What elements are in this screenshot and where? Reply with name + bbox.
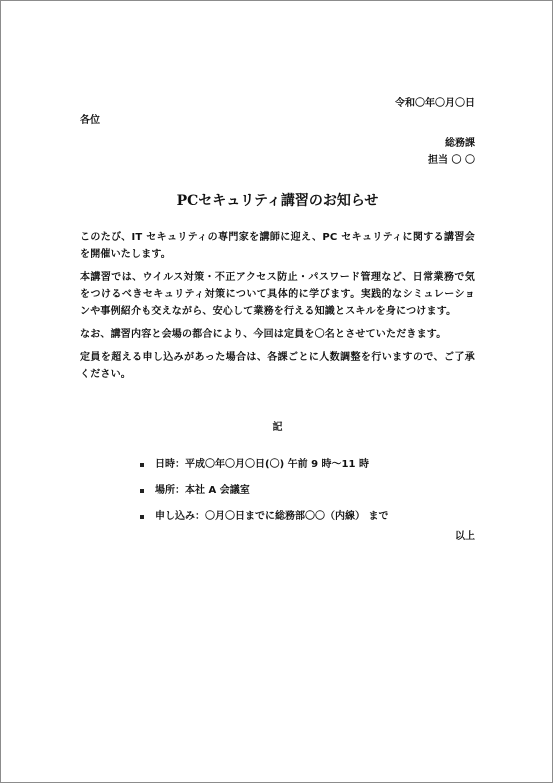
list-item-application: 申し込み：〇月〇日までに総務部〇〇（内線） まで xyxy=(155,511,389,522)
bullet-icon xyxy=(140,515,144,519)
ki-heading: 記 xyxy=(272,422,283,433)
list-item-datetime: 日時：平成〇年〇月〇日(〇) 午前 9 時〜11 時 xyxy=(155,459,369,470)
sender-person: 担当 〇 〇 xyxy=(428,155,475,166)
detail-list xyxy=(80,456,475,525)
paragraph-adjustment: 定員を超える申し込みがあった場合は、各課ごとに人数調整を行いますので、ご了承ください。 xyxy=(80,352,475,380)
paragraph-capacity: なお、講習内容と会場の都合により、今回は定員を〇名とさせていただきます。 xyxy=(80,329,447,340)
list-item xyxy=(140,508,475,525)
list-item xyxy=(140,456,475,473)
list-item xyxy=(140,482,475,499)
bullet-icon xyxy=(140,489,144,493)
list-item-location: 場所：本社 A 会議室 xyxy=(155,485,250,496)
document-body xyxy=(80,95,475,545)
bullet-icon xyxy=(140,463,144,467)
body-paragraphs xyxy=(80,229,475,383)
paragraph-content: 本講習では、ウイルス対策・不正アクセス防止・パスワード管理など、日常業務で気をつけるべきセキュリティ対策について具体的に学びます。実践的なシミュレーションや事例紹介も交えながら、安心して業務を行える知識とスキルを身につけます。 xyxy=(80,272,475,317)
sender-department: 総務課 xyxy=(445,138,475,149)
closing-mark: 以上 xyxy=(455,531,475,542)
addressee: 各位 xyxy=(80,115,100,126)
document-date: 令和〇年〇月〇日 xyxy=(395,98,475,109)
paragraph-intro: このたび、IT セキュリティの専門家を講師に迎え、PC セキュリティに関する講習会を開催いたします。 xyxy=(80,232,475,260)
document-title: PCセキュリティ講習のお知らせ xyxy=(176,193,379,209)
